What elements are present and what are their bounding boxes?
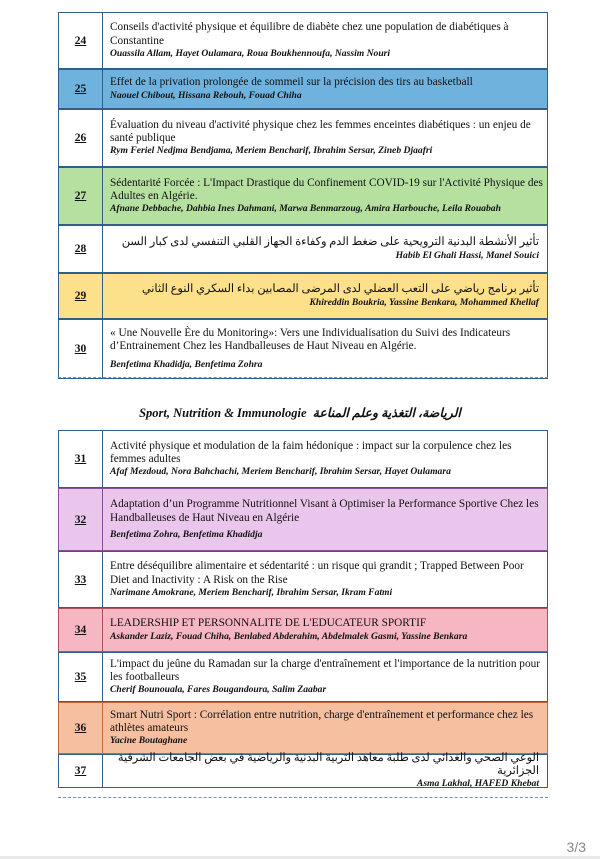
talk-title: تأثير برنامج رياضي على التعب العضلي لدى المرضى المصابين بداء السكري النوع الثاني [141, 283, 539, 296]
talk-authors: Rym Feriel Nedjma Bendjama, Meriem Bencharif, Ibrahim Sersar, Zineb Djaafri [110, 145, 433, 157]
section-separator [58, 797, 548, 798]
talk-title: Activité physique et modulation de la faim hédonique : impact sur la corpulence chez les femmes adultes [110, 439, 512, 465]
talk-title: Entre déséquilibre alimentaire et sédentarité : un risque qui grandit ; Trapped Between Poor Diet and Inactivity : A Risk on the Rise [110, 560, 524, 586]
table-row-32 [58, 488, 548, 551]
talk-authors: Afaf Mezdoud, Nora Bahchachi, Meriem Bencharif, Ibrahim Sersar, Hayet Oulamara [110, 466, 451, 478]
row-number: 33 [59, 552, 103, 607]
table-row-30 [58, 319, 548, 379]
talk-authors: Yacine Boutaghane [110, 735, 188, 747]
table-row-26 [58, 109, 548, 167]
row-number: 29 [59, 274, 103, 318]
talk-authors: Khireddin Boukria, Yassine Benkara, Mohammed Khellaf [309, 296, 539, 308]
row-number: 34 [59, 609, 103, 651]
talk-authors: Asma Lakhal, HAFED Khebat [416, 778, 539, 790]
talk-authors: Habib El Ghali Hassi, Manel Souici [395, 249, 539, 261]
section-heading [0, 405, 600, 421]
talk-title: Smart Nutri Sport : Corrélation entre nutrition, charge d'entraînement et performance chez les athlètes amateurs [110, 708, 534, 734]
table-row-35 [58, 652, 548, 702]
row-number: 25 [59, 70, 103, 108]
row-number: 26 [59, 110, 103, 166]
table-row-28 [58, 225, 548, 273]
talk-authors: Afnane Debbache, Dahbia Ines Dahmani, Marwa Benmarzoug, Amira Harbouche, Leila Rouabah [110, 203, 501, 215]
talk-title: الوعي الصحي والغذائي لدى طلبة معاهد التربية البدنية والرياضية في بعض الجامعات الشرقية الجزائرية [117, 751, 539, 777]
table-row-24 [58, 12, 548, 69]
talk-title: LEADERSHIP ET PERSONNALITE DE L'EDUCATEUR SPORTIF [110, 617, 427, 630]
row-number: 35 [59, 653, 103, 701]
table-row-27 [58, 167, 548, 225]
talk-authors: Ouassila Allam, Hayet Oulamara, Roua Boukhennoufa, Nassim Nouri [110, 47, 391, 59]
talk-authors: Naouel Chibout, Hissana Rebouh, Fouad Chiha [110, 89, 302, 101]
table-row-37 [58, 751, 548, 790]
talk-title: Adaptation d’un Programme Nutritionnel Visant à Optimiser la Performance Sportive Chez les Handballeuses de Haut Niveau en Algérie [110, 498, 539, 524]
section-heading-arabic: الرياضة، التغذية وعلم المناعة [312, 406, 461, 420]
table-row-25 [58, 69, 548, 109]
row-number: 37 [59, 755, 103, 787]
talk-authors: Askander Laziz, Fouad Chiha, Benlabed Abderahim, Abdelmalek Gasmi, Yassine Benkara [110, 630, 468, 642]
table-row-34 [58, 608, 548, 652]
talk-authors: Cherif Bounouala, Fares Bougandoura, Salim Zaabar [110, 684, 327, 696]
section-separator [58, 377, 548, 378]
talk-authors: Benfetima Zohra, Benfetima Khadidja [110, 528, 263, 540]
row-number: 27 [59, 168, 103, 224]
talk-title: Évaluation du niveau d'activité physique chez les femmes enceintes diabétiques : un enjeu de santé publique [110, 118, 531, 144]
page-indicator: 3/3 [566, 839, 586, 855]
row-number: 30 [59, 320, 103, 378]
row-number: 24 [59, 13, 103, 68]
talk-authors: Narimane Amokrane, Meriem Bencharif, Ibrahim Sersar, Ikram Fatmi [110, 586, 393, 598]
talk-title: Effet de la privation prolongée de sommeil sur la précision des tirs au basketball [110, 76, 473, 89]
talk-title: Conseils d'activité physique et équilibre de diabète chez une population de diabétiques à Constantine [110, 21, 509, 47]
talk-title: « Une Nouvelle Ère du Monitoring»: Vers une Individualisation du Suivi des Indicateurs d’Entrainement Chez les Handballeuses de Haut Niveau en Algérie. [110, 326, 511, 352]
table-row-36 [58, 702, 548, 754]
row-number: 28 [59, 226, 103, 272]
talk-authors: Benfetima Khadidja, Benfetima Zohra [110, 359, 263, 371]
talk-title: Sédentarité Forcée : L'Impact Drastique du Confinement COVID-19 sur l'Activité Physique des Adultes en Algérie. [110, 176, 543, 202]
talk-title: L'impact du jeûne du Ramadan sur la charge d'entraînement et l'importance de la nutrition pour les footballeurs [110, 657, 541, 683]
table-row-33 [58, 551, 548, 608]
row-number: 32 [59, 489, 103, 550]
table-row-29 [58, 273, 548, 319]
row-number: 31 [59, 431, 103, 487]
table-row-31 [58, 430, 548, 488]
section-heading-latin: Sport, Nutrition & Immunologie [139, 406, 307, 420]
row-number: 36 [59, 703, 103, 753]
talk-title: تأثير الأنشطة البدنية الترويحية على ضغط الدم وكفاءة الجهاز القلبي التنفسي لدى كبار السن [121, 236, 539, 249]
